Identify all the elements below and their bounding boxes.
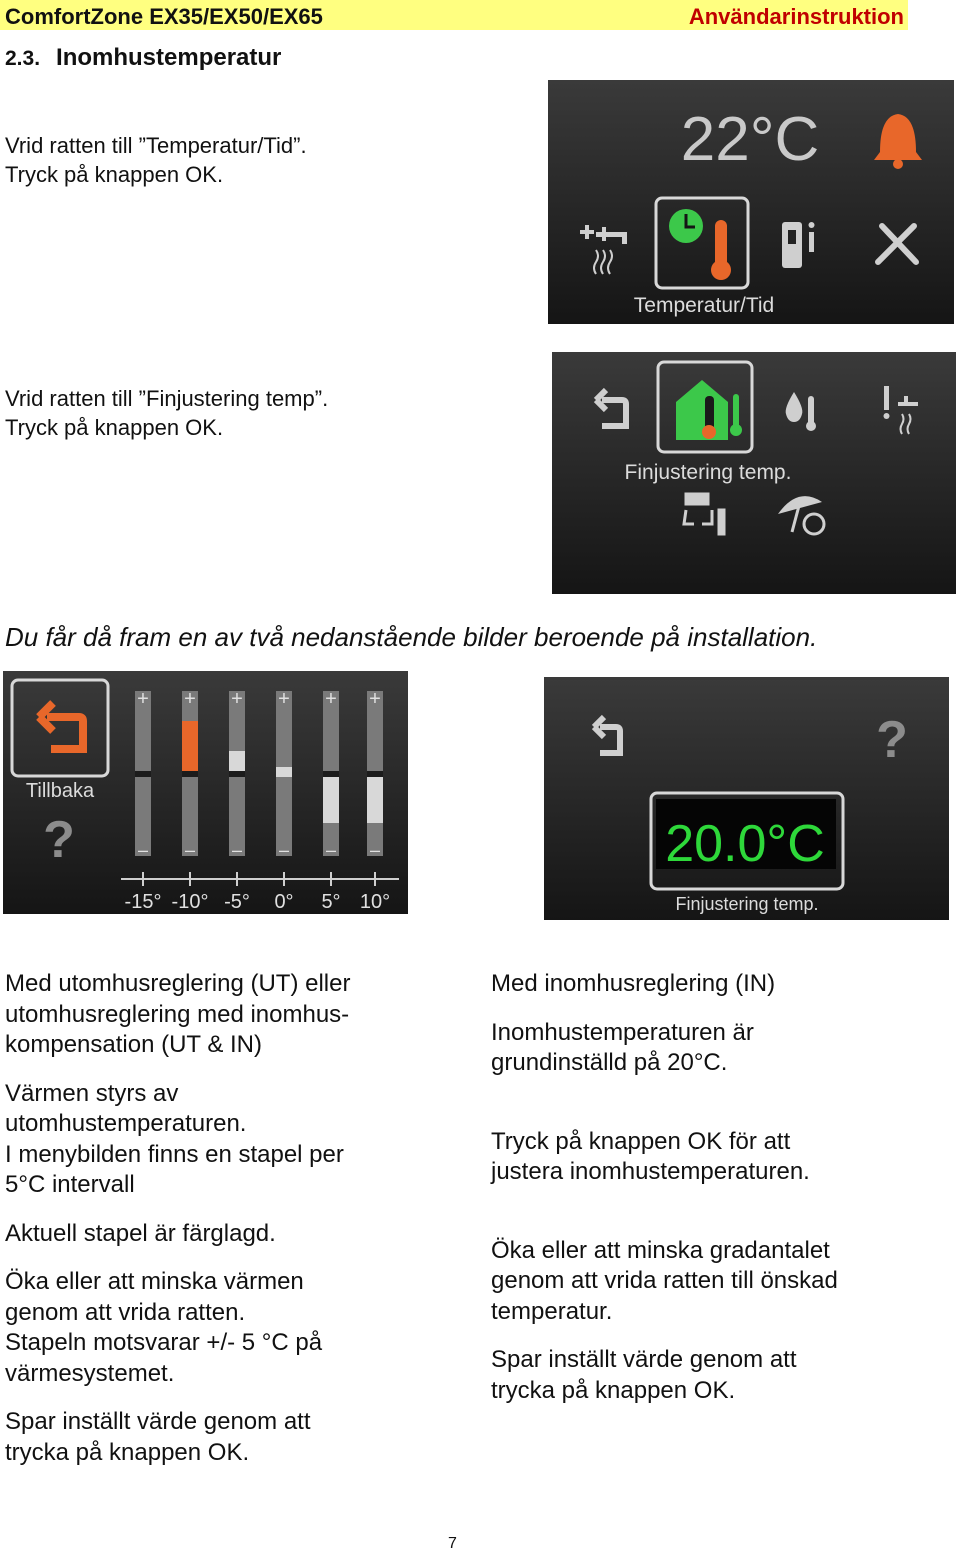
- tools-icon: [878, 226, 916, 262]
- bar-minus-label: –: [137, 840, 149, 860]
- step1-line2: Tryck på knappen OK.: [5, 162, 224, 187]
- text-line: Spar inställt värde genom att: [5, 1408, 311, 1435]
- bar-plus-label: +: [231, 688, 243, 710]
- screen1-temperature: 22°C: [680, 105, 820, 174]
- bar-fill: [323, 777, 339, 823]
- right-paragraph-2: [491, 1018, 951, 1079]
- help-icon[interactable]: ?: [43, 811, 75, 869]
- back-arrow-icon[interactable]: [39, 703, 83, 749]
- text-line: Med inomhusreglering (IN): [491, 970, 776, 997]
- text-line: Aktuell stapel är färglagd.: [5, 1219, 276, 1247]
- text-line: Stapeln motsvarar +/- 5 °C på: [5, 1329, 323, 1356]
- thermometer-icon: [711, 220, 731, 280]
- text-line: Värmen styrs av: [5, 1079, 179, 1107]
- bar-fill: [182, 721, 198, 771]
- text-line: utomhusreglering med inomhus-: [5, 1000, 350, 1028]
- selected-menu-frame: [656, 198, 748, 288]
- curve-bar: [323, 688, 339, 860]
- curve-bar: [276, 688, 292, 860]
- bar-fill: [367, 777, 383, 823]
- text-line: Inomhustemperaturen är: [491, 1018, 754, 1046]
- text-line: trycka på knappen OK.: [491, 1376, 736, 1404]
- bar-plus-label: +: [278, 688, 290, 710]
- left-paragraph-1: [5, 969, 465, 1061]
- intro-text: Du får då fram en av två nedanstående bilder beroende på installation.: [5, 622, 818, 652]
- screen2-caption: Finjustering temp.: [624, 461, 792, 484]
- tick-label: 5°: [321, 891, 341, 913]
- curve-bar: [367, 688, 383, 860]
- text-line: utomhustemperaturen.: [5, 1110, 247, 1137]
- clock-icon: [669, 209, 703, 243]
- screen4-caption: Finjustering temp.: [675, 894, 819, 914]
- text-line: genom att vrida ratten.: [5, 1298, 246, 1326]
- bar-plus-label: +: [325, 688, 337, 710]
- text-line: Med utomhusreglering (UT) eller: [5, 970, 351, 997]
- text-line: genom att vrida ratten till önskad: [491, 1267, 838, 1294]
- text-line: Tryck på knappen OK för att: [491, 1127, 791, 1155]
- bar-fill: [229, 751, 245, 771]
- bar-minus-label: –: [325, 840, 337, 860]
- screen-temperature-time: [548, 80, 954, 324]
- tick-label: 10°: [359, 891, 391, 913]
- product-name: ComfortZone EX35/EX50/EX65: [5, 4, 323, 29]
- curve-bar: [135, 688, 151, 860]
- help-icon[interactable]: ?: [876, 711, 908, 769]
- page-number: 7: [448, 1535, 457, 1552]
- back-button-frame: [12, 680, 108, 776]
- tick-label: -15°: [124, 891, 162, 913]
- hot-water-icon: [580, 225, 627, 274]
- back-label[interactable]: Tillbaka: [25, 780, 95, 802]
- bar-minus-label: –: [278, 840, 290, 860]
- bar-minus-label: –: [369, 840, 381, 860]
- text-line: I menybilden finns en stapel per: [5, 1140, 344, 1168]
- setpoint-value[interactable]: 20.0°C: [665, 815, 825, 873]
- text-line: trycka på knappen OK.: [5, 1438, 250, 1466]
- step2-line1: Vrid ratten till ”Finjustering temp”.: [5, 386, 329, 411]
- left-column: [5, 969, 465, 1486]
- step1-text: [5, 131, 307, 189]
- right-column: [491, 969, 951, 1424]
- back-arrow-icon: [596, 390, 626, 426]
- text-line: temperatur.: [491, 1297, 613, 1325]
- right-paragraph-4: [491, 1236, 951, 1328]
- bar-minus-label: –: [184, 840, 196, 860]
- screen1-caption: Temperatur/Tid: [633, 294, 775, 317]
- text-line: grundinställd på 20°C.: [491, 1049, 728, 1076]
- back-arrow-icon[interactable]: [594, 717, 620, 753]
- text-line: 5°C intervall: [5, 1171, 135, 1198]
- screen-outdoor-curve: [3, 671, 408, 914]
- tick-label: -5°: [224, 891, 250, 913]
- bar-minus-label: –: [231, 840, 243, 860]
- text-line: Spar inställt värde genom att: [491, 1346, 797, 1373]
- step1-line1: Vrid ratten till ”Temperatur/Tid”.: [5, 133, 307, 158]
- bar-plus-label: +: [184, 688, 196, 710]
- bar-plus-label: +: [369, 688, 381, 710]
- right-paragraph-1: [491, 969, 951, 1000]
- tick-label: 0°: [274, 891, 294, 913]
- bell-icon: [874, 114, 922, 169]
- bar-plus-label: +: [137, 688, 149, 710]
- left-paragraph-3: [5, 1219, 465, 1250]
- vacation-umbrella-icon: [778, 496, 824, 534]
- section-number: 2.3.: [5, 47, 41, 70]
- tick-label: -10°: [171, 891, 209, 913]
- text-line: värmesystemet.: [5, 1359, 175, 1387]
- text-line: Öka eller att minska gradantalet: [491, 1236, 830, 1264]
- house-thermometer-icon: [676, 380, 742, 440]
- document-type: Användarinstruktion: [688, 4, 904, 29]
- screen-indoor-setpoint: [544, 677, 949, 920]
- section-heading: [5, 44, 281, 72]
- radiator-icon: [684, 494, 724, 534]
- curve-bar: [182, 688, 198, 860]
- page-header: [0, 0, 908, 30]
- text-line: kompensation (UT & IN): [5, 1031, 262, 1058]
- step2-line2: Tryck på knappen OK.: [5, 415, 224, 440]
- curve-bar: [229, 688, 245, 860]
- step2-text: [5, 384, 328, 442]
- hot-water-warning-icon: [884, 386, 919, 434]
- right-paragraph-5: [491, 1345, 951, 1406]
- screen-fine-tuning-menu: [552, 352, 956, 594]
- left-paragraph-4: [5, 1267, 465, 1389]
- left-paragraph-2: [5, 1079, 465, 1201]
- left-paragraph-5: [5, 1407, 465, 1468]
- bar-fill: [276, 767, 292, 777]
- device-info-icon: [782, 222, 815, 268]
- right-paragraph-3: [491, 1127, 951, 1188]
- humidity-icon: [786, 392, 816, 431]
- text-line: justera inomhustemperaturen.: [491, 1158, 810, 1185]
- section-title: Inomhustemperatur: [56, 44, 282, 71]
- text-line: Öka eller att minska värmen: [5, 1268, 304, 1295]
